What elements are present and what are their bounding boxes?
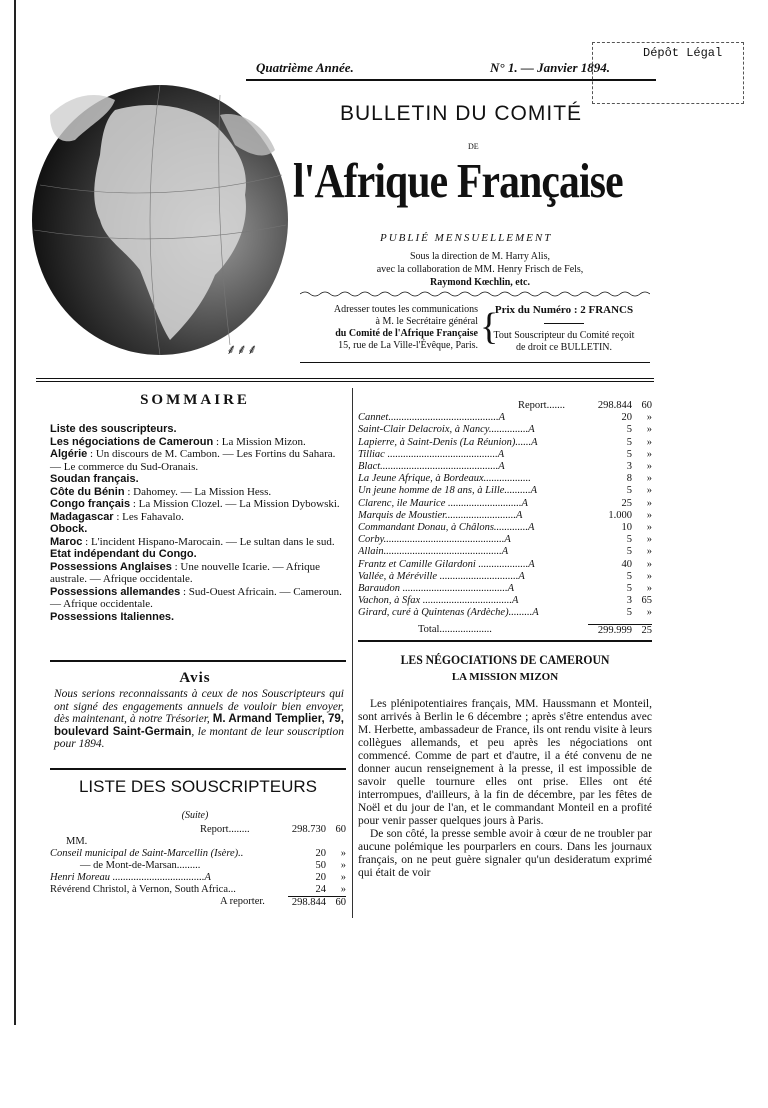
globe-illustration [20,55,290,355]
list-item: — de Mont-de-Marsan......... 50 » [80,860,346,871]
subscriber-list [50,824,346,909]
avis-title: Avis [179,670,211,686]
section-rule-2 [36,381,654,382]
wave-divider [300,290,650,298]
list-item: Cannet..........................................A 20 » [358,412,652,424]
brace-icon: { [480,306,499,348]
article-subtitle: LA MISSION MIZON [451,671,559,683]
sommaire-item: Liste des souscripteurs. [50,423,177,435]
list-item: Un jeune homme de 18 ans, à Lille..........A 5 » [358,485,652,497]
sommaire-item: Obock. [50,523,88,535]
list-item: Henri Moreau ...................................A 20 » [50,872,346,883]
suite-label: (Suite) [181,810,209,821]
right-list-bottom-rule [358,640,652,642]
address-block: Adresser toutes les communications à M. le Secrétaire général du Comité de l'Afrique Française 15, rue de La Ville-l'Évêque, Paris. [333,304,478,351]
list-item: Frantz et Camille Gilardoni ...................A 40 » [358,558,652,570]
sommaire-item: Côte du Bénin : Dahomey. — La Mission Hess. [50,485,272,498]
list-item: Lapierre, à Saint-Denis (La Réunion)......A 5 » [358,436,652,448]
de-label: DE [468,142,479,151]
article-body: Les plénipotentiaires français, MM. Haussmann et Monteil, sont arrivés à Berlin le 6 décembre ; après s'être entendus avec M. Herbette, ambassadeur de France, ils ont rendu visite à leurs collègues allemands, et peu après les négociations ont commencé. Comme de part et d'autre, il a été convenu de ne donner aucun renseignement à la presse, il est impossible de savoir quelle tournure elles ont prise. Elles ont été interrompues, d'ailleurs, à la fin de décembre, par les fêtes de Noël et du jour de l'an, et le commandant Monteil en a profité pour venir passer quelques jours à Paris. De son côté, la presse semble avoir à cœur de ne troubler par aucune polémique les pourparlers en cours. Dans les journaux français, on ne peut guère signaler qu'un desideratum exprimé qui était de voir [358,698,652,879]
list-item: Girard, curé à Quintenas (Ardèche).........A 5 » [358,607,652,619]
subscriber-list-continued [358,400,652,637]
list-item: Baraudon ........................................A 5 » [358,583,652,595]
areporter-row: A reporter. 298.844 60 [220,896,346,908]
list-item: Blact.............................................A 3 » [358,461,652,473]
sommaire-item: Possessions Anglaises : Une nouvelle Icarie. — Afrique australe. — Afrique occidentale. [50,560,321,585]
sommaire-item: Les négociations de Cameroun : La Mission Mizon. [50,435,306,448]
sommaire-item: Congo français : La Mission Clozel. — La Mission Dybowski. [50,498,340,510]
list-item: Clarenc, ile Maurice ............................A 25 » [358,497,652,509]
list-item: Corby..............................................A 5 » [358,534,652,546]
avis-notice: Nous serions reconnaissants à ceux de nos Souscripteurs qui ont signé des engagements annuels de vouloir bien envoyer, dès maintenant, à notre Trésorier, M. Armand Templier, 79, boulevard Saint-Germain, le montant de leur souscription pour 1894. [54,688,344,750]
total-row: Total.................... 299.999 25 [418,623,652,636]
sommaire-item: Possessions allemandes : Sud-Ouest Africain. — Cameroun. — Afrique occidentale. [50,585,342,610]
list-item: Marquis de Moustier...........................A 1.000 » [358,509,652,521]
liste-title: LISTE DES SOUSCRIPTEURS [78,777,318,796]
sommaire-item: Maroc : L'incident Hispano-Marocain. — Le sultan dans le sud. [50,535,335,548]
sommaire-item: Soudan français. [50,473,139,485]
header-bottom-rule [300,362,650,363]
sommaire-item: Etat indépendant du Congo. [50,548,197,560]
report-row: Report........ 298.730 60 [200,824,346,835]
sommaire-title: SOMMAIRE [140,392,250,408]
sommaire-item: Algérie : Un discours de M. Cambon. — Les Fortins du Sahara. — Le commerce du Sud-Oranais. [50,448,336,473]
masthead-title: l'Afrique Française [293,153,623,208]
price-block: Prix du Numéro : 2 FRANCS Tout Souscripteur du Comité reçoit de droit ce BULLETIN. [493,304,635,353]
page-left-rule [14,0,16,1025]
year-label: Quatrième Année. [256,60,354,75]
mm-label: MM. [66,836,88,847]
list-item: Allain.............................................A 5 » [358,546,652,558]
bulletin-heading: BULLETIN DU COMITÉ [340,102,583,125]
sommaire-list [50,423,346,623]
article-title: LES NÉGOCIATIONS DE CAMEROUN [400,652,610,667]
sommaire-item: Possessions Italiennes. [50,610,175,623]
report-row: Report....... 298.844 60 [518,400,652,411]
list-item: Révérend Christol, à Vernon, South Africa... 24 » [50,884,346,895]
list-item: Saint-Clair Delacroix, à Nancy...............A 5 » [358,424,652,436]
list-item: Vachon, à Sfax ..................................A 3 65 [358,595,652,607]
list-item: La Jeune Afrique, à Bordeaux.................. 8 » [358,473,652,485]
sommaire-bottom-rule [50,660,346,662]
section-rule-1 [36,378,654,379]
list-item: Vallée, à Méréville ..............................A 5 » [358,570,652,582]
direction-credits: Sous la direction de M. Harry Alis, avec la collaboration de MM. Henry Frisch de Fels, Raymond Kœchlin, etc. [376,251,584,288]
column-divider [352,388,353,918]
sommaire-item: Madagascar : Les Fahavalo. [50,510,184,523]
list-item: Conseil municipal de Saint-Marcellin (Isère).. 20 » [50,848,346,859]
published-monthly: PUBLIÉ MENSUELLEMENT [380,232,553,244]
avis-bottom-rule [50,768,346,770]
list-item: Commandant Donau, à Châlons.............A 10 » [358,522,652,534]
issue-label: N° 1. — Janvier 1894. [490,60,611,75]
legal-deposit-stamp: Dépôt Légal [592,42,744,104]
laurel-sprig-icon: ⸙⸙⸙ [226,343,258,358]
list-item: Tilliac ..........................................A 5 » [358,448,652,460]
